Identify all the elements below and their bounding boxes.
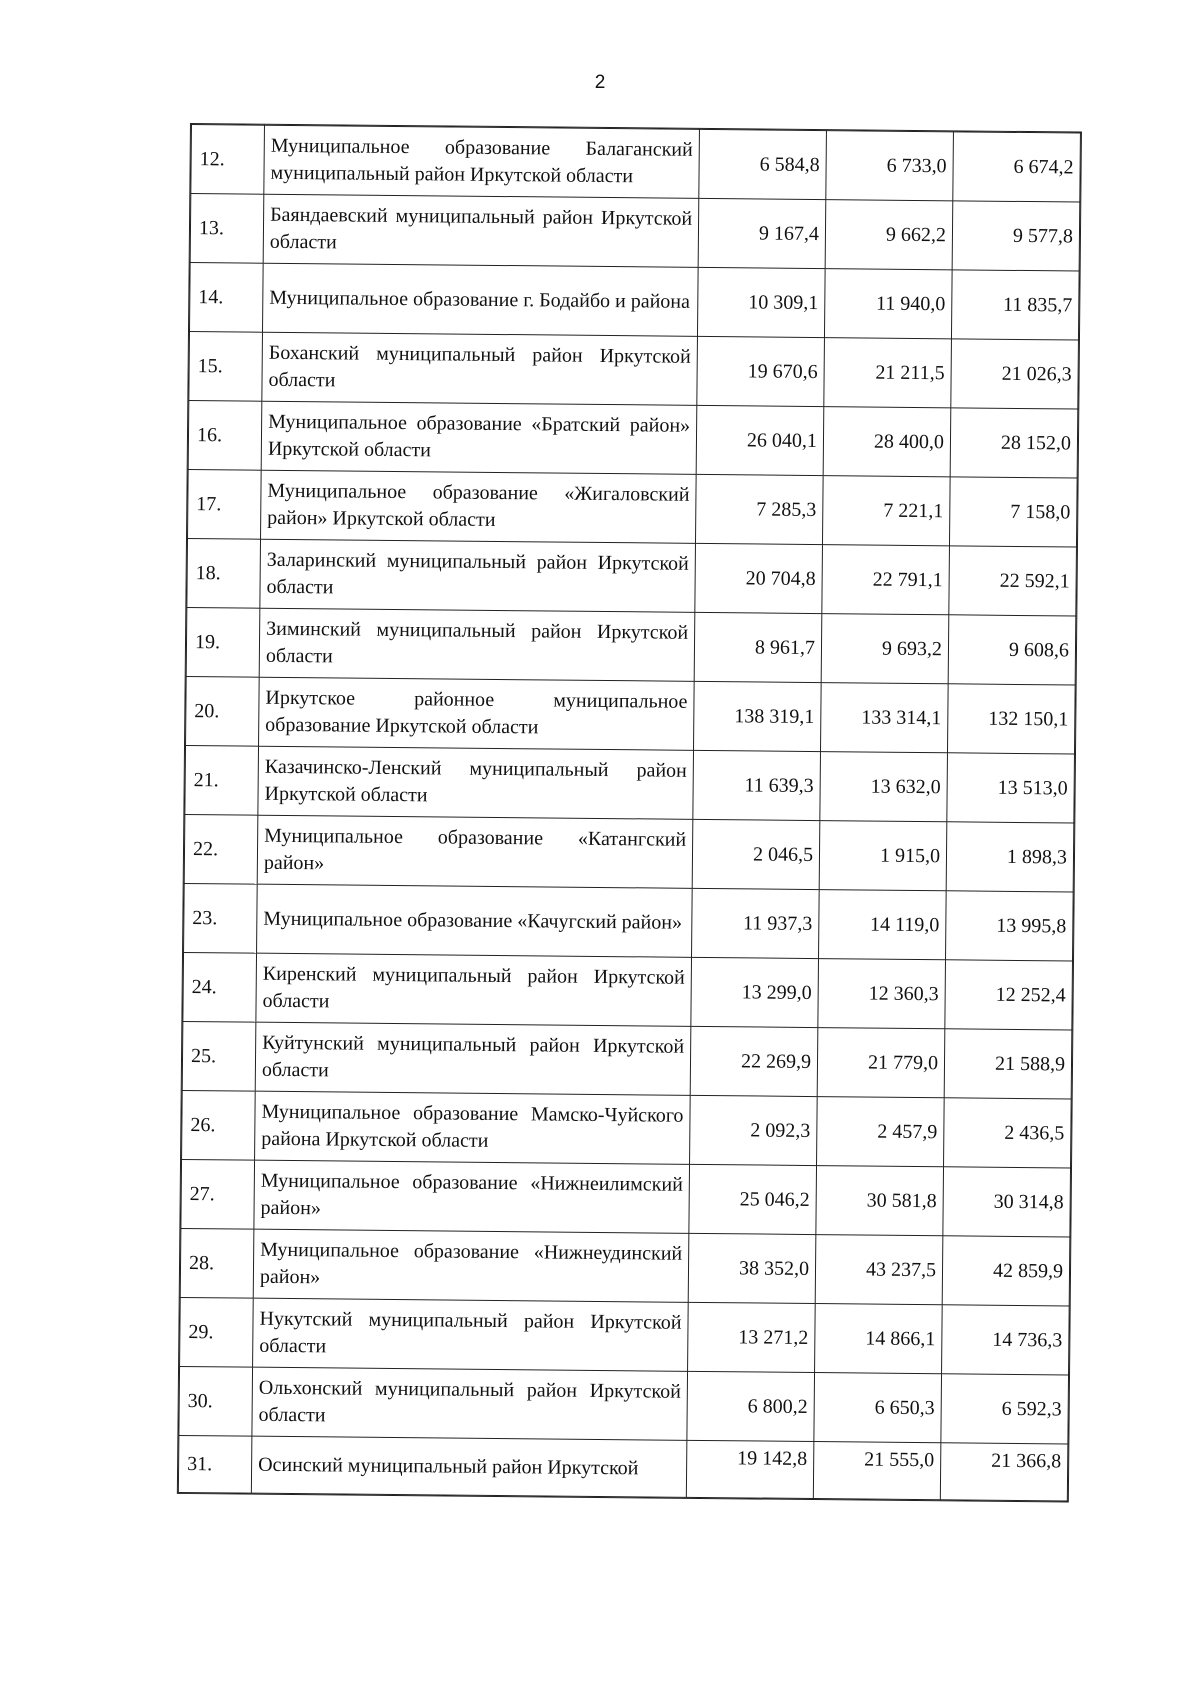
- municipality-name-cell: Муниципальное образование Мамско-Чуйского района Иркутской области: [255, 1091, 691, 1164]
- table-row: [187, 538, 1077, 616]
- value-cell-2: 6 733,0: [826, 131, 954, 201]
- value-cell-2: 2 457,9: [817, 1097, 945, 1167]
- table-row: [182, 1021, 1072, 1099]
- value-cell-3: 28 152,0: [950, 408, 1078, 478]
- value-cell-1: 13 299,0: [691, 957, 819, 1027]
- row-number-cell: 29.: [180, 1297, 254, 1367]
- value-cell-1: 2 046,5: [692, 819, 820, 889]
- table-row: [179, 1366, 1069, 1444]
- row-number-cell: 27.: [181, 1159, 255, 1229]
- table-row: [182, 1090, 1072, 1168]
- municipality-name-cell: Куйтунский муниципальный район Иркутской области: [255, 1022, 691, 1095]
- value-cell-1: 26 040,1: [696, 405, 824, 475]
- value-cell-3: 30 314,8: [943, 1167, 1071, 1237]
- value-cell-3: 9 577,8: [952, 201, 1080, 271]
- row-number-cell: 14.: [189, 263, 263, 333]
- row-number-cell: 21.: [185, 745, 259, 815]
- row-number-cell: 31.: [178, 1435, 252, 1493]
- value-cell-1: 2 092,3: [690, 1095, 818, 1165]
- value-cell-2: 21 779,0: [817, 1028, 945, 1098]
- municipality-name-cell: Киренский муниципальный район Иркутской области: [256, 953, 692, 1026]
- table-row: [180, 1297, 1070, 1375]
- value-cell-2: 21 555,0: [813, 1442, 941, 1500]
- municipality-name-cell: Муниципальное образование «Катангский район»: [257, 815, 693, 888]
- row-number-cell: 20.: [186, 676, 260, 746]
- row-number-cell: 13.: [190, 194, 264, 264]
- value-cell-1: 25 046,2: [689, 1164, 817, 1234]
- row-number-cell: 22.: [184, 814, 258, 884]
- municipality-name-cell: Муниципальное образование «Качугский район»: [257, 884, 693, 957]
- value-cell-3: 6 674,2: [953, 132, 1081, 202]
- value-cell-2: 11 940,0: [824, 269, 952, 339]
- table-row: [181, 1159, 1071, 1237]
- value-cell-1: 19 142,8: [686, 1440, 814, 1498]
- municipality-name-cell: Осинский муниципальный район Иркутской: [251, 1436, 687, 1497]
- value-cell-3: 7 158,0: [949, 477, 1077, 547]
- table-row: [186, 676, 1076, 754]
- value-cell-2: 22 791,1: [822, 545, 950, 615]
- value-cell-2: 9 662,2: [825, 200, 953, 270]
- value-cell-3: 1 898,3: [946, 822, 1074, 892]
- value-cell-1: 8 961,7: [694, 612, 822, 682]
- row-number-cell: 24.: [183, 952, 257, 1022]
- table-row: [189, 332, 1079, 410]
- value-cell-3: 13 995,8: [946, 891, 1074, 961]
- value-cell-1: 138 319,1: [694, 681, 822, 751]
- row-number-cell: 30.: [179, 1366, 253, 1436]
- row-number-cell: 15.: [189, 332, 263, 402]
- value-cell-1: 6 584,8: [699, 129, 827, 199]
- municipality-name-cell: Муниципальное образование «Братский район» Иркутской области: [261, 401, 697, 474]
- value-cell-2: 13 632,0: [820, 752, 948, 822]
- table-row: [178, 1435, 1068, 1501]
- table-row: [184, 814, 1074, 892]
- row-number-cell: 17.: [188, 469, 262, 539]
- table-row: [188, 469, 1078, 547]
- value-cell-2: 7 221,1: [822, 476, 950, 546]
- value-cell-1: 22 269,9: [690, 1026, 818, 1096]
- value-cell-3: 2 436,5: [944, 1098, 1072, 1168]
- value-cell-1: 19 670,6: [697, 336, 825, 406]
- page-number: 2: [594, 72, 606, 93]
- municipality-name-cell: Казачинско-Ленский муниципальный район Иркутской области: [258, 746, 694, 819]
- row-number-cell: 12.: [191, 125, 265, 195]
- value-cell-1: 20 704,8: [695, 543, 823, 613]
- value-cell-2: 21 211,5: [824, 338, 952, 408]
- value-cell-1: 11 639,3: [693, 750, 821, 820]
- value-cell-2: 9 693,2: [821, 614, 949, 684]
- table-row: [184, 883, 1074, 961]
- value-cell-3: 22 592,1: [949, 546, 1077, 616]
- municipality-name-cell: Боханский муниципальный район Иркутской области: [262, 332, 698, 405]
- row-number-cell: 23.: [184, 883, 258, 953]
- table-row: [190, 194, 1080, 272]
- value-cell-1: 38 352,0: [688, 1233, 816, 1303]
- value-cell-1: 7 285,3: [695, 474, 823, 544]
- municipality-name-cell: Баяндаевский муниципальный район Иркутской области: [263, 194, 699, 267]
- table-row: [186, 607, 1076, 685]
- municipality-name-cell: Муниципальное образование «Нижнеилимский район»: [254, 1160, 690, 1233]
- municipality-name-cell: Муниципальное образование «Нижнеудинский район»: [253, 1229, 689, 1302]
- value-cell-1: 9 167,4: [698, 198, 826, 268]
- table-row: [185, 745, 1075, 823]
- value-cell-3: 21 026,3: [951, 339, 1079, 409]
- value-cell-3: 6 592,3: [941, 1374, 1069, 1444]
- value-cell-2: 30 581,8: [816, 1166, 944, 1236]
- value-cell-1: 6 800,2: [687, 1371, 815, 1441]
- value-cell-1: 10 309,1: [697, 267, 825, 337]
- row-number-cell: 28.: [180, 1228, 254, 1298]
- table-row: [189, 263, 1079, 341]
- value-cell-3: 11 835,7: [951, 270, 1079, 340]
- value-cell-1: 11 937,3: [692, 888, 820, 958]
- table-row: [188, 401, 1078, 479]
- value-cell-2: 14 119,0: [819, 890, 947, 960]
- row-number-cell: 18.: [187, 538, 261, 608]
- value-cell-2: 133 314,1: [820, 683, 948, 753]
- value-cell-3: 14 736,3: [942, 1305, 1070, 1375]
- value-cell-2: 1 915,0: [819, 821, 947, 891]
- value-cell-3: 9 608,6: [948, 615, 1076, 685]
- value-cell-2: 12 360,3: [818, 959, 946, 1029]
- value-cell-3: 13 513,0: [947, 753, 1075, 823]
- municipality-name-cell: Нукутский муниципальный район Иркутской области: [253, 1298, 689, 1371]
- value-cell-1: 13 271,2: [688, 1302, 816, 1372]
- value-cell-3: 12 252,4: [945, 960, 1073, 1030]
- municipality-name-cell: Муниципальное образование Балаганский муниципальный район Иркутской области: [264, 125, 700, 198]
- value-cell-3: 132 150,1: [947, 684, 1075, 754]
- budget-table: [177, 123, 1082, 1502]
- table-row: [180, 1228, 1070, 1306]
- row-number-cell: 19.: [186, 607, 260, 677]
- value-cell-3: 21 366,8: [940, 1443, 1068, 1501]
- table-row: [191, 125, 1081, 203]
- value-cell-3: 21 588,9: [944, 1029, 1072, 1099]
- row-number-cell: 26.: [182, 1090, 256, 1160]
- value-cell-3: 42 859,9: [942, 1236, 1070, 1306]
- value-cell-2: 6 650,3: [814, 1373, 942, 1443]
- municipality-name-cell: Муниципальное образование «Жигаловский район» Иркутской области: [261, 470, 697, 543]
- municipality-name-cell: Заларинский муниципальный район Иркутской области: [260, 539, 696, 612]
- value-cell-2: 43 237,5: [815, 1235, 943, 1305]
- row-number-cell: 25.: [182, 1021, 256, 1091]
- value-cell-2: 14 866,1: [815, 1304, 943, 1374]
- municipality-name-cell: Зиминский муниципальный район Иркутской области: [259, 608, 695, 681]
- municipality-name-cell: Иркутское районное муниципальное образование Иркутской области: [259, 677, 695, 750]
- municipality-name-cell: Ольхонский муниципальный район Иркутской области: [252, 1367, 688, 1440]
- value-cell-2: 28 400,0: [823, 407, 951, 477]
- row-number-cell: 16.: [188, 401, 262, 471]
- municipality-name-cell: Муниципальное образование г. Бодайбо и района: [262, 263, 698, 336]
- table-body: [178, 125, 1080, 1501]
- table-row: [183, 952, 1073, 1030]
